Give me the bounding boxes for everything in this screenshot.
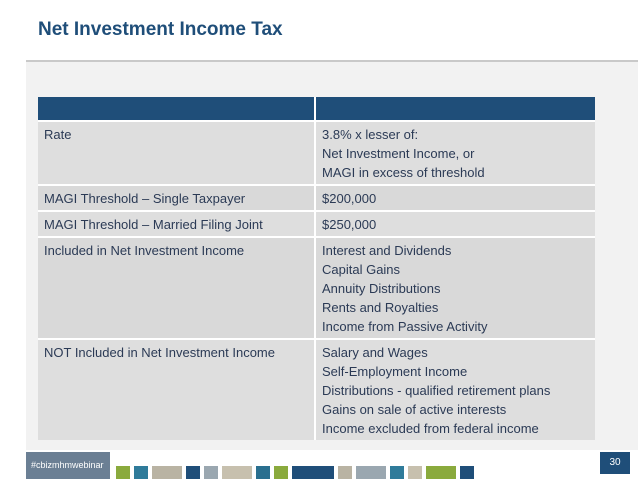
table-row — [38, 185, 595, 211]
table-row — [38, 237, 595, 339]
row-value — [315, 237, 595, 339]
header-cell-2 — [315, 97, 595, 121]
table-row — [38, 121, 595, 185]
footer-block — [274, 466, 288, 479]
value-line: Distributions - qualified retirement plans — [322, 383, 551, 398]
table-header-row — [38, 97, 595, 121]
footer-block — [356, 466, 386, 479]
nit-table — [38, 97, 595, 440]
header-cell-1 — [38, 97, 315, 121]
footer-block — [426, 466, 456, 479]
value-line: $200,000 — [322, 191, 377, 206]
table-row — [38, 211, 595, 237]
row-value — [315, 339, 595, 440]
value-line: Income excluded from federal income — [322, 421, 539, 436]
value-line: Gains on sale of active interests — [322, 402, 507, 417]
value-line: MAGI in excess of threshold — [322, 165, 485, 180]
footer-block — [338, 466, 352, 479]
title-bar — [0, 0, 638, 62]
footer-block — [204, 466, 218, 479]
page-number: 30 — [600, 452, 630, 474]
value-line: Income from Passive Activity — [322, 319, 488, 334]
page-title: Net Investment Income Tax — [38, 19, 283, 40]
row-value — [315, 185, 595, 211]
footer-block — [408, 466, 422, 479]
row-label: MAGI Threshold – Single Taxpayer — [38, 185, 315, 211]
row-label: NOT Included in Net Investment Income — [38, 339, 315, 440]
value-line: $250,000 — [322, 217, 377, 232]
hashtag-label: #cbizmhmwebinar — [26, 452, 110, 479]
footer-block — [186, 466, 200, 479]
value-line: Self-Employment Income — [322, 364, 468, 379]
value-line: Interest and Dividends — [322, 243, 452, 258]
row-label: Rate — [38, 121, 315, 185]
footer-block — [256, 466, 270, 479]
footer-block — [390, 466, 404, 479]
footer-block — [222, 466, 252, 479]
footer-block — [116, 466, 130, 479]
value-line: Capital Gains — [322, 262, 401, 277]
value-line: 3.8% x lesser of: — [322, 127, 419, 142]
row-label: MAGI Threshold – Married Filing Joint — [38, 211, 315, 237]
value-line: Salary and Wages — [322, 345, 428, 360]
value-line: Net Investment Income, or — [322, 146, 475, 161]
row-value — [315, 211, 595, 237]
table-row — [38, 339, 595, 440]
footer-block — [134, 466, 148, 479]
footer-block — [292, 466, 334, 479]
value-line: Rents and Royalties — [322, 300, 439, 315]
row-label: Included in Net Investment Income — [38, 237, 315, 339]
footer-block — [152, 466, 182, 479]
footer-block — [460, 466, 474, 479]
value-line: Annuity Distributions — [322, 281, 441, 296]
row-value — [315, 121, 595, 185]
